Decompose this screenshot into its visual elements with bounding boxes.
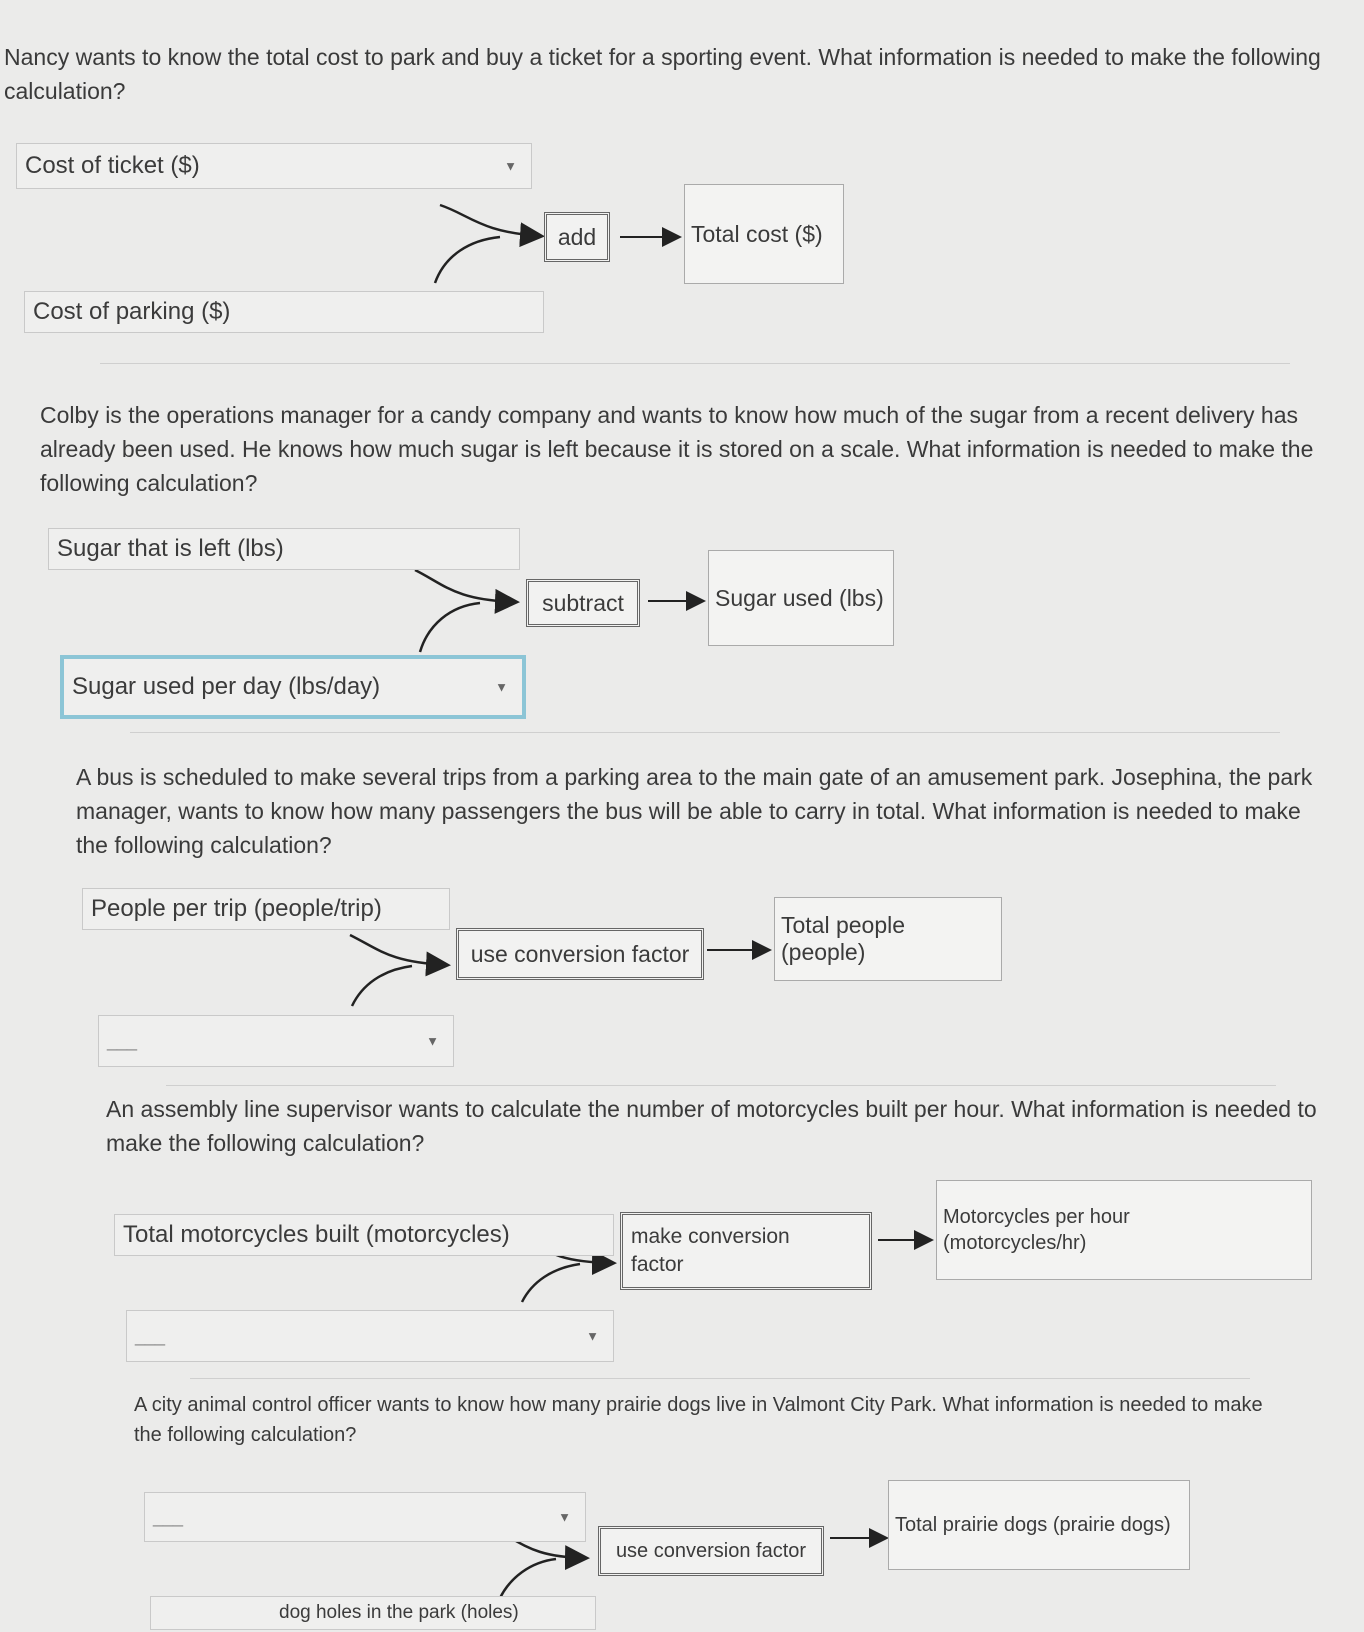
q3-input-top-field[interactable] [82, 888, 450, 930]
q5-result-label: Total prairie dogs (prairie dogs) [895, 1513, 1171, 1536]
q2-result-label: Sugar used (lbs) [715, 584, 884, 611]
q1-result-label: Total cost ($) [691, 220, 823, 247]
q1-input-top-label: Cost of ticket ($) [25, 152, 200, 179]
q4-operation [620, 1212, 872, 1290]
q2-input-top-label: Sugar that is left (lbs) [57, 535, 284, 562]
section-divider [166, 1085, 1276, 1086]
q3-operation [456, 928, 704, 980]
section-divider [130, 732, 1280, 733]
q1-input-top-dropdown[interactable] [16, 143, 532, 189]
q2-input-top-field[interactable] [48, 528, 520, 570]
question-5-text: A city animal control officer wants to know how many prairie dogs live in Valmont City Park. What information is needed to make the following calculation? [134, 1394, 1263, 1446]
connector-curve [435, 237, 500, 283]
question-3-text: A bus is scheduled to make several trips from a parking area to the main gate of an amusement park. Josephina, the park manager, wants to know how many passengers the bus will be able to carry in total. What information is needed to make the following calculation? [76, 764, 1313, 858]
q2-result [708, 550, 894, 646]
q3-result-label: Total people (people) [781, 912, 906, 965]
q5-operation-label: use conversion factor [615, 1539, 807, 1562]
connector-curve [420, 603, 480, 652]
question-4-text: An assembly line supervisor wants to calculate the number of motorcycles built per hour. What information is needed to make the following calculation? [106, 1096, 1317, 1156]
caret-down-icon: ▼ [426, 1033, 439, 1049]
q4-result-label: Motorcycles per hour (motorcycles/hr) [943, 1206, 1130, 1254]
q3-input-bottom-label: ___ [107, 1030, 138, 1051]
q5-result [888, 1480, 1190, 1570]
q4-result [936, 1180, 1312, 1280]
q1-input-bottom-label: Cost of parking ($) [33, 298, 231, 325]
q4-input-top-label: Total motorcycles built (motorcycles) [123, 1221, 510, 1248]
caret-down-icon: ▼ [586, 1328, 599, 1344]
q4-operation-label: make conversion factor [631, 1225, 790, 1276]
section-divider [100, 363, 1290, 364]
section-divider [190, 1378, 1250, 1379]
q1-input-bottom-field[interactable] [24, 291, 544, 333]
question-2-text: Colby is the operations manager for a candy company and wants to know how much of the sugar from a recent delivery has already been used. He knows how much sugar is left because it is stored on a scale. What information is needed to make the following calculation? [40, 402, 1314, 496]
q5-input-bottom-field[interactable] [150, 1596, 596, 1630]
connector-curve [415, 570, 515, 602]
q1-operation-label: add [557, 223, 597, 250]
q4-input-bottom-dropdown[interactable] [126, 1310, 614, 1362]
q1-operation [544, 212, 610, 262]
connector-curve [352, 966, 412, 1006]
caret-down-icon: ▼ [558, 1509, 571, 1525]
q3-operation-label: use conversion factor [470, 940, 690, 967]
q2-input-bottom-label: Sugar used per day (lbs/day) [72, 673, 381, 700]
connector-curve [500, 1559, 556, 1598]
q3-input-bottom-dropdown[interactable] [98, 1015, 454, 1067]
q5-input-top-dropdown[interactable] [144, 1492, 586, 1542]
question-1-text: Nancy wants to know the total cost to park and buy a ticket for a sporting event. What information is needed to make the following calculation? [4, 44, 1321, 104]
q2-input-bottom-dropdown[interactable] [60, 655, 526, 719]
q5-input-bottom-label: dog holes in the park (holes) [279, 1602, 519, 1623]
caret-down-icon: ▼ [495, 679, 508, 695]
q2-operation-label: subtract [542, 589, 624, 616]
q5-input-top-label: ___ [153, 1506, 184, 1527]
connector-curve [522, 1264, 580, 1302]
q5-operation [598, 1526, 824, 1576]
q4-input-bottom-label: ___ [135, 1325, 166, 1346]
q3-input-top-label: People per trip (people/trip) [91, 895, 382, 922]
connector-curve [350, 935, 446, 965]
connector-curve [440, 205, 540, 236]
q1-result [684, 184, 844, 284]
q2-operation [526, 579, 640, 627]
q4-input-top-field[interactable] [114, 1214, 614, 1256]
caret-down-icon: ▼ [504, 158, 517, 174]
q3-result [774, 897, 1002, 981]
